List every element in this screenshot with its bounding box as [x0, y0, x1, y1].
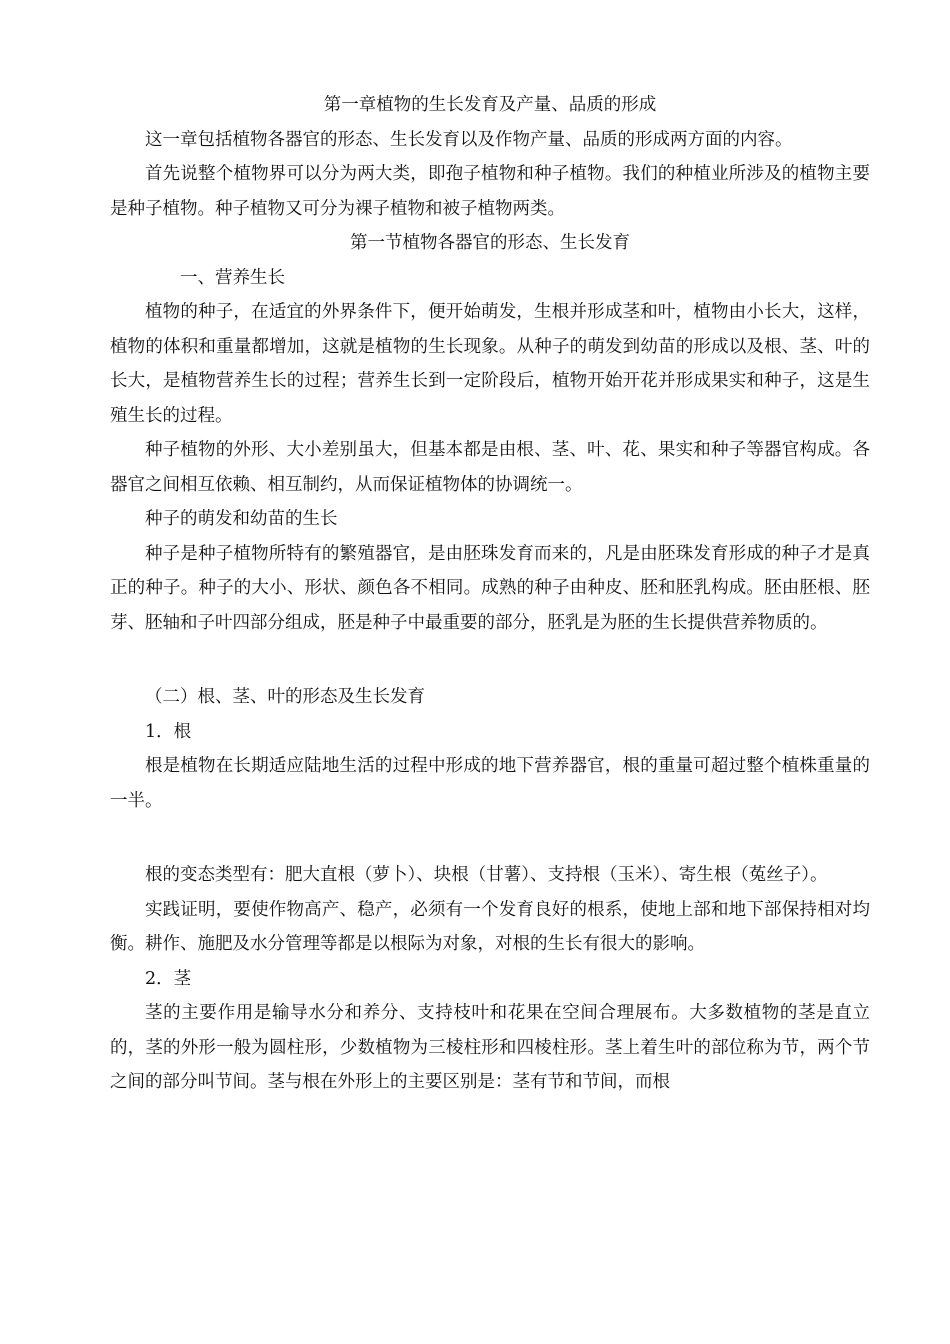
organs-paragraph: 种子植物的外形、大小差别虽大，但基本都是由根、茎、叶、花、果实和种子等器官构成。各器官之间相互依赖、相互制约，从而保证植物体的协调统一。	[110, 440, 870, 495]
seed-paragraph: 种子是种子植物所特有的繁殖器官，是由胚珠发育而来的，凡是由胚珠发育形成的种子才是真正的种子。种子的大小、形状、颜色各不相同。成熟的种子由种皮、胚和胚乳构成。胚由胚根、胚芽、胚轴和子叶四部分组成，胚是种子中最重要的部分，胚乳是为胚的生长提供营养物质的。	[110, 543, 870, 633]
section-title: 第一节植物各器官的形态、生长发育	[350, 233, 630, 253]
subsection-heading-vegetative-growth: 一、营养生长	[180, 267, 285, 288]
growth-paragraph: 植物的种子，在适宜的外界条件下，便开始萌发，生根并形成茎和叶，植物由小长大，这样，植物的体积和重量都增加，这就是植物的生长现象。从种子的萌发到幼苗的形成以及根、茎、叶的长大，是植物营养生长的过程；营养生长到一定阶段后，植物开始开花并形成果实和种子，这是生殖生长的过程。	[110, 302, 870, 426]
paragraph-gap	[110, 640, 870, 680]
intro-paragraph: 这一章包括植物各器官的形态、生长发育以及作物产量、品质的形成两方面的内容。	[145, 129, 793, 150]
stem-item-heading: 2．茎	[145, 968, 192, 989]
seed-heading: 种子的萌发和幼苗的生长	[145, 509, 338, 529]
root-paragraph: 根是植物在长期适应陆地生活的过程中形成的地下营养器官，根的重量可超过整个植株重量的一半。	[110, 756, 870, 811]
root-item-heading: 1．根	[145, 721, 192, 742]
subsection-heading-root-stem-leaf: （二）根、茎、叶的形态及生长发育	[145, 687, 425, 707]
classification-paragraph: 首先说整个植物界可以分为两大类，即孢子植物和种子植物。我们的种植业所涉及的植物主要是种子植物。种子植物又可分为裸子植物和被子植物两类。	[110, 164, 870, 219]
document-body	[110, 88, 870, 1100]
stem-paragraph: 茎的主要作用是输导水分和养分、支持枝叶和花果在空间合理展布。大多数植物的茎是直立的，茎的外形一般为圆柱形，少数植物为三棱柱形和四棱柱形。茎上着生叶的部位称为节，两个节之间的部分叫节间。茎与根在外形上的主要区别是：茎有节和节间，而根	[110, 1003, 870, 1092]
root-practice-paragraph: 实践证明，要使作物高产、稳产，必须有一个发育良好的根系，使地上部和地下部保持相对均衡。耕作、施肥及水分管理等都是以根际为对象，对根的生长有很大的影响。	[110, 899, 870, 954]
chapter-title: 第一章植物的生长发育及产量、品质的形成	[323, 95, 657, 115]
root-types-paragraph: 根的变态类型有：肥大直根（萝卜）、块根（甘薯）、支持根（玉米）、寄生根（菟丝子）。	[145, 865, 828, 885]
paragraph-gap-2	[110, 818, 870, 858]
